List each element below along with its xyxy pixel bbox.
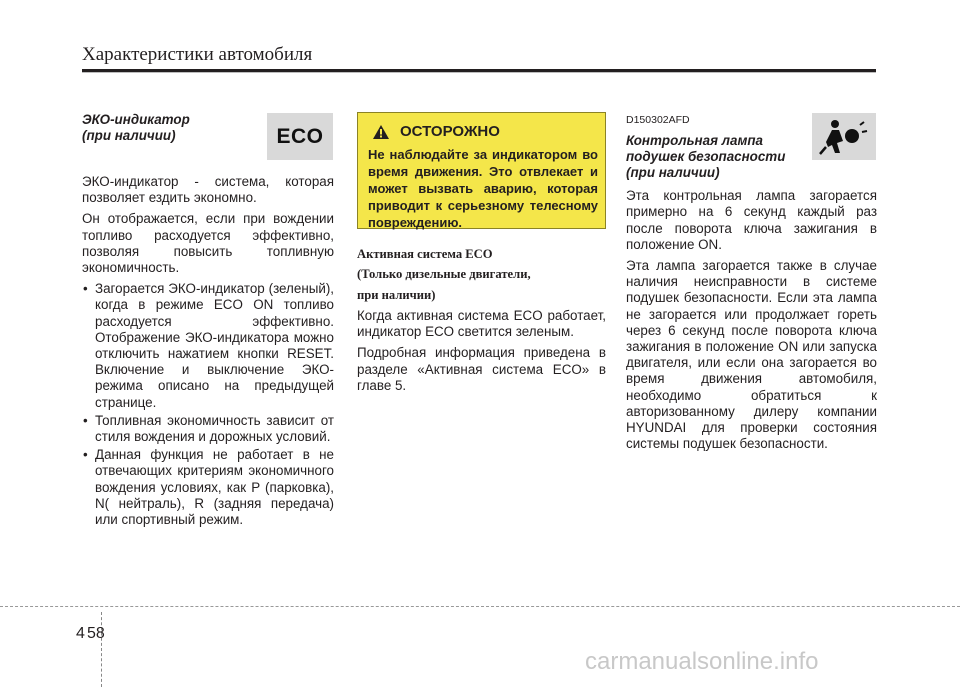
eco-paragraph-1: ЭКО-индикатор - система, которая позволяет ездить экономно. bbox=[82, 174, 334, 206]
eco-icon bbox=[267, 113, 333, 160]
warning-box bbox=[357, 112, 606, 229]
active-eco-subheading-2: при наличии) bbox=[357, 288, 436, 302]
airbag-paragraph-2: Эта лампа загорается также в случае наличия неисправности в системе подушек безопасности. Если эта лампа не загорается или продолжает гореть через 6 секунд после поворота ключа зажигания в положение ON или запуска двигателя, или если она загорается во время движения автомобиля, необходимо обратиться к авторизованному дилеру компании HYUNDAI для проверки состояния системы подушек безопасности. bbox=[626, 258, 877, 452]
eco-heading-line2: (при наличии) bbox=[82, 128, 176, 143]
airbag-heading-line2: подушек безопасности bbox=[626, 149, 786, 165]
eco-icon-label: ECO bbox=[276, 124, 324, 148]
list-item: • Данная функция не работает в не отвечающих критериям экономичного вождения условиях, как P (парковка), N( нейтраль), R (задняя передача) или спортивный режим. bbox=[82, 447, 334, 528]
footer-rule bbox=[0, 606, 960, 607]
active-eco-heading: Активная система ECO bbox=[357, 247, 493, 261]
airbag-heading-line3: (при наличии) bbox=[626, 165, 720, 181]
airbag-heading-line1: Контрольная лампа bbox=[626, 133, 763, 149]
warning-triangle-icon bbox=[372, 124, 390, 140]
airbag-warning-icon bbox=[812, 113, 876, 160]
list-item: • Загорается ЭКО-индикатор (зеленый), когда в режиме ECO ON топливо расходуется эффективно. Отображение ЭКО-индикатора можно отключить нажатием кнопки RESET. Включение и выключение ЭКО-режима описано на предыдущей странице. bbox=[82, 281, 334, 411]
header-rule-light bbox=[82, 72, 876, 73]
active-eco-paragraph-1: Когда активная система ECO работает, индикатор ECO светится зеленым. bbox=[357, 308, 606, 340]
middle-column bbox=[357, 246, 606, 399]
eco-bullet-list bbox=[82, 281, 334, 528]
airbag-icon-box bbox=[812, 113, 876, 160]
eco-heading bbox=[82, 112, 262, 144]
airbag-paragraph-1: Эта контрольная лампа загорается примерно на 6 секунд каждый раз после поворота ключа зажигания в положение ON. bbox=[626, 188, 877, 252]
active-eco-paragraph-2: Подробная информация приведена в разделе «Активная система ECO» в главе 5. bbox=[357, 345, 606, 393]
left-column bbox=[82, 112, 334, 530]
section-code: D150302AFD bbox=[626, 114, 690, 126]
warning-body: Не наблюдайте за индикатором во время движения. Это отвлекает и может вызвать аварию, которая приводит к серьезному телесному повреждению. bbox=[368, 147, 598, 230]
page-number: 58 bbox=[87, 625, 105, 642]
eco-paragraph-2: Он отображается, если при вождении топливо расходуется эффективно, позволяя повысить топливную экономичность. bbox=[82, 211, 334, 276]
right-column bbox=[626, 112, 877, 457]
watermark: carmanualsonline.info bbox=[585, 648, 819, 675]
eco-heading-line1: ЭКО-индикатор bbox=[82, 112, 190, 127]
footer-divider bbox=[101, 612, 103, 687]
chapter-number: 4 bbox=[76, 625, 85, 642]
active-eco-subheading-1: (Только дизельные двигатели, bbox=[357, 267, 531, 281]
warning-title: ОСТОРОЖНО bbox=[400, 123, 500, 140]
list-item: • Топливная экономичность зависит от стиля вождения и дорожных условий. bbox=[82, 413, 334, 445]
page-header-title: Характеристики автомобиля bbox=[82, 44, 313, 65]
airbag-heading bbox=[626, 133, 806, 181]
